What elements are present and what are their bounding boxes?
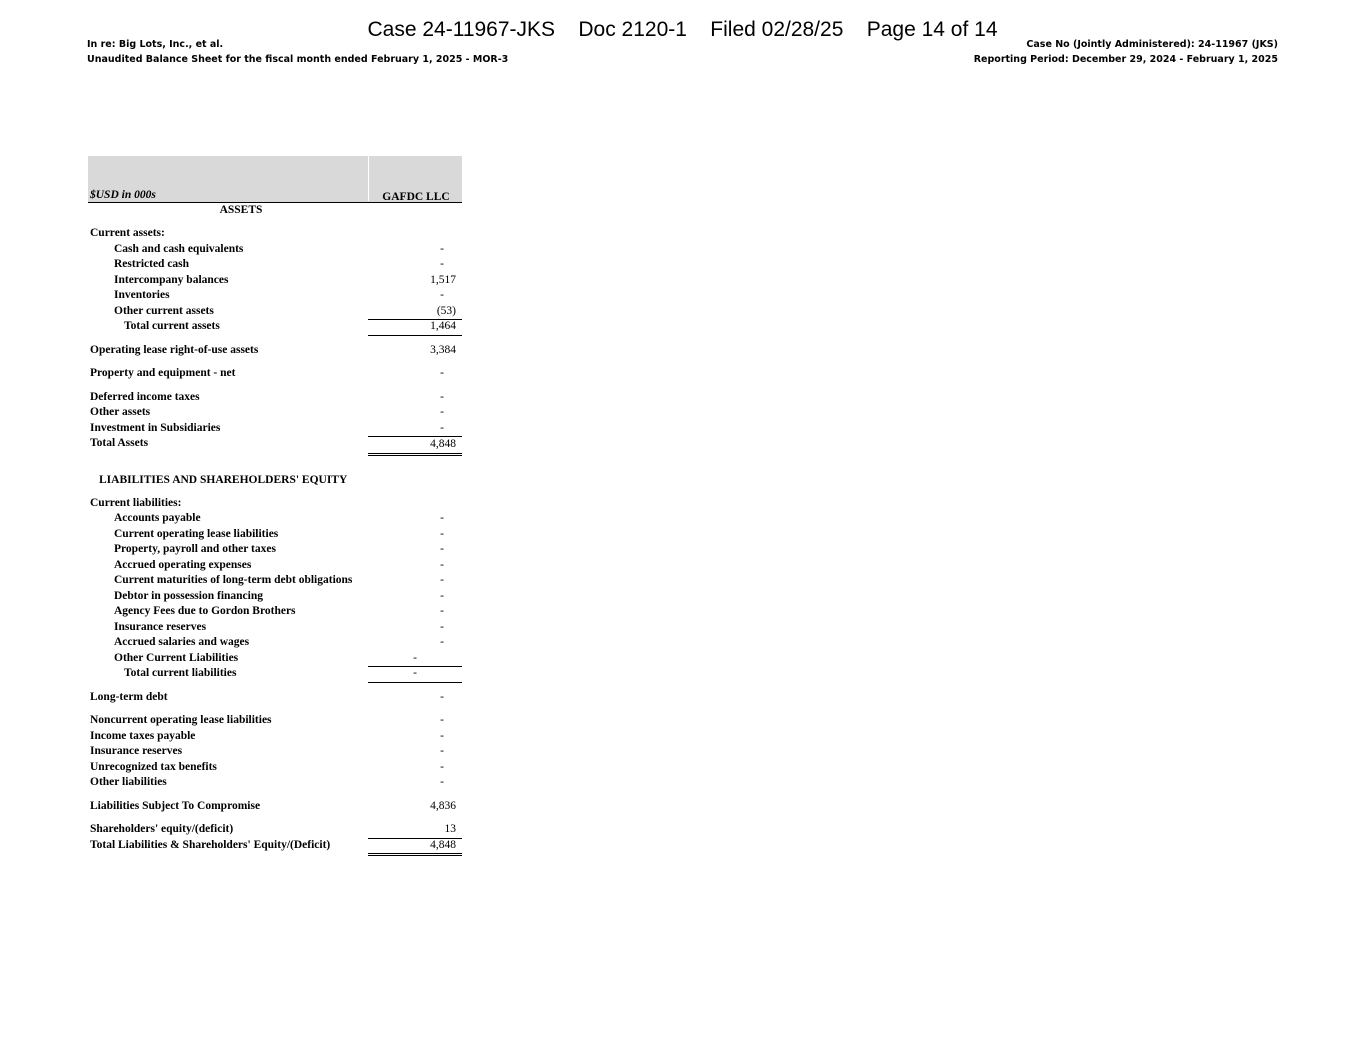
row-label: Insurance reserves bbox=[90, 745, 183, 757]
row-value: - bbox=[440, 690, 444, 703]
row-label: Total current liabilities bbox=[124, 667, 237, 679]
table-row bbox=[88, 589, 462, 605]
row-value: - bbox=[368, 651, 462, 668]
row-value: - bbox=[440, 289, 444, 301]
row-value: 3,384 bbox=[430, 343, 456, 356]
row-label: Insurance reserves bbox=[114, 620, 207, 633]
row-label: Long-term debt bbox=[90, 690, 168, 703]
row-label: Other Current Liabilities bbox=[114, 651, 239, 664]
liabilities-section-title: LIABILITIES AND SHAREHOLDERS' EQUITY bbox=[99, 473, 348, 486]
table-row bbox=[88, 421, 462, 437]
row-label: Investment in Subsidiaries bbox=[90, 421, 221, 434]
table-row bbox=[88, 744, 462, 760]
table-row bbox=[88, 604, 462, 620]
row-label: Agency Fees due to Gordon Brothers bbox=[114, 605, 296, 617]
assets-section-title: ASSETS bbox=[219, 204, 263, 216]
row-value: 4,848 bbox=[368, 838, 462, 857]
table-header bbox=[88, 156, 462, 203]
row-value: - bbox=[440, 760, 444, 773]
table-row bbox=[88, 666, 462, 682]
row-value: 13 bbox=[368, 822, 462, 839]
row-value: - bbox=[440, 589, 444, 602]
row-label: Intercompany balances bbox=[114, 273, 229, 286]
row-value: - bbox=[440, 636, 444, 648]
row-value: (53) bbox=[368, 304, 462, 321]
row-label: Total current assets bbox=[124, 320, 220, 332]
unit-label: $USD in 000s bbox=[90, 189, 156, 201]
row-label: Restricted cash bbox=[114, 258, 190, 270]
row-value: - bbox=[440, 242, 444, 255]
row-label: Property and equipment - net bbox=[90, 367, 236, 379]
row-value: - bbox=[440, 620, 444, 633]
row-label: Property, payroll and other taxes bbox=[114, 543, 276, 555]
row-label: Cash and cash equivalents bbox=[114, 242, 244, 255]
row-label: Other current assets bbox=[114, 304, 214, 317]
table-row bbox=[88, 799, 462, 815]
table-row bbox=[88, 729, 462, 745]
total-liabilities-equity-row bbox=[88, 838, 462, 854]
row-value: - bbox=[440, 543, 444, 555]
row-label: Accrued operating expenses bbox=[114, 558, 252, 571]
row-value: 4,848 bbox=[368, 436, 462, 456]
row-value: - bbox=[440, 527, 444, 540]
table-row bbox=[88, 651, 462, 667]
table-row bbox=[88, 390, 462, 406]
row-value: - bbox=[440, 390, 444, 403]
row-value: - bbox=[440, 258, 444, 270]
row-label: Unrecognized tax benefits bbox=[90, 760, 217, 773]
court-filing-stamp: Case 24-11967-JKS Doc 2120-1 Filed 02/28/25 Page 14 of 14 bbox=[367, 18, 998, 41]
row-label: Accrued salaries and wages bbox=[114, 636, 250, 648]
table-row bbox=[88, 573, 462, 589]
row-label: Operating lease right-of-use assets bbox=[90, 343, 259, 356]
row-value: 1,517 bbox=[430, 273, 456, 286]
table-row bbox=[88, 760, 462, 776]
table-row bbox=[88, 288, 462, 304]
table-row bbox=[88, 527, 462, 543]
table-row bbox=[88, 511, 462, 527]
table-row bbox=[88, 690, 462, 706]
row-value: - bbox=[440, 714, 444, 726]
row-label: Current operating lease liabilities bbox=[114, 527, 279, 540]
row-label: Debtor in possession financing bbox=[114, 589, 264, 602]
debtor-caption: In re: Big Lots, Inc., et al. bbox=[87, 39, 224, 50]
row-label: Shareholders' equity/(deficit) bbox=[90, 823, 234, 835]
row-value: - bbox=[440, 745, 444, 757]
table-row bbox=[88, 775, 462, 791]
entity-column-header: GAFDC LLC bbox=[368, 155, 463, 201]
table-row bbox=[88, 713, 462, 729]
table-row bbox=[88, 635, 462, 651]
row-value: - bbox=[440, 574, 444, 586]
table-row bbox=[88, 343, 462, 359]
table-row bbox=[88, 620, 462, 636]
row-value: - bbox=[440, 512, 444, 524]
row-value: - bbox=[440, 367, 444, 379]
row-label: Total Assets bbox=[90, 437, 149, 449]
table-row bbox=[88, 242, 462, 258]
row-value: 4,836 bbox=[430, 799, 456, 812]
table-row bbox=[88, 405, 462, 421]
table-row bbox=[88, 366, 462, 382]
row-value: - bbox=[440, 729, 444, 742]
row-label: Current maturities of long-term debt obligations bbox=[114, 574, 353, 586]
row-value: 1,464 bbox=[368, 319, 462, 336]
row-label: Income taxes payable bbox=[90, 729, 196, 742]
row-value: - bbox=[440, 421, 444, 434]
row-label: Accounts payable bbox=[114, 512, 201, 524]
table-row bbox=[88, 542, 462, 558]
row-label: Liabilities Subject To Compromise bbox=[90, 799, 261, 812]
row-label: Total Liabilities & Shareholders' Equity/(Deficit) bbox=[90, 838, 331, 851]
table-row bbox=[88, 319, 462, 335]
current-assets-heading: Current assets: bbox=[90, 227, 165, 239]
row-value: - bbox=[368, 666, 462, 683]
table-row bbox=[88, 822, 462, 838]
balance-sheet-table bbox=[88, 156, 462, 853]
reporting-period: Reporting Period: December 29, 2024 - February 1, 2025 bbox=[973, 54, 1278, 65]
table-row bbox=[88, 304, 462, 320]
case-number: Case No (Jointly Administered): 24-11967 (JKS) bbox=[1026, 39, 1278, 50]
table-row bbox=[88, 273, 462, 289]
row-value: - bbox=[440, 605, 444, 617]
row-label: Inventories bbox=[114, 289, 170, 301]
current-liabilities-heading: Current liabilities: bbox=[90, 496, 182, 509]
row-value: - bbox=[440, 776, 444, 788]
report-title: Unaudited Balance Sheet for the fiscal month ended February 1, 2025 - MOR-3 bbox=[87, 54, 509, 65]
row-value: - bbox=[440, 406, 444, 418]
table-row bbox=[88, 257, 462, 273]
row-label: Other assets bbox=[90, 406, 151, 418]
row-label: Noncurrent operating lease liabilities bbox=[90, 714, 272, 726]
table-row bbox=[88, 558, 462, 574]
row-value: - bbox=[440, 558, 444, 571]
total-assets-row bbox=[88, 436, 462, 452]
row-label: Other liabilities bbox=[90, 776, 167, 788]
row-label: Deferred income taxes bbox=[90, 390, 200, 403]
